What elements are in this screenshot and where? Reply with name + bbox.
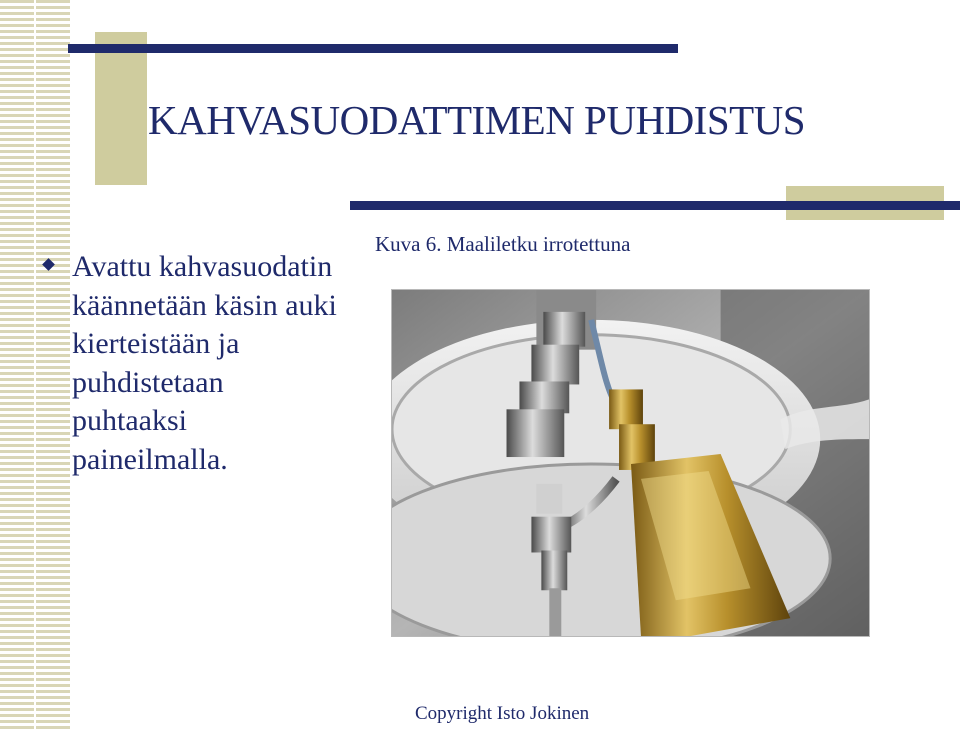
title-accent-block bbox=[95, 32, 147, 185]
slide-title: KAHVASUODATTIMEN PUHDISTUS bbox=[148, 97, 806, 143]
figure-caption: Kuva 6. Maaliletku irrotettuna bbox=[375, 232, 631, 256]
copyright-text: Copyright Isto Jokinen bbox=[415, 703, 590, 724]
diamond-bullet-icon bbox=[42, 258, 55, 271]
paint-gun-photo-illustration bbox=[392, 290, 869, 636]
content-rule bbox=[350, 201, 960, 210]
bullet-item bbox=[44, 248, 342, 479]
figure-photo bbox=[391, 289, 870, 637]
bullet-text: Avattu kahvasuodatin käännetään käsin auki kierteistään ja puhdistetaan puhtaaksi paineilmalla. bbox=[72, 250, 337, 476]
title-rule bbox=[68, 44, 678, 53]
